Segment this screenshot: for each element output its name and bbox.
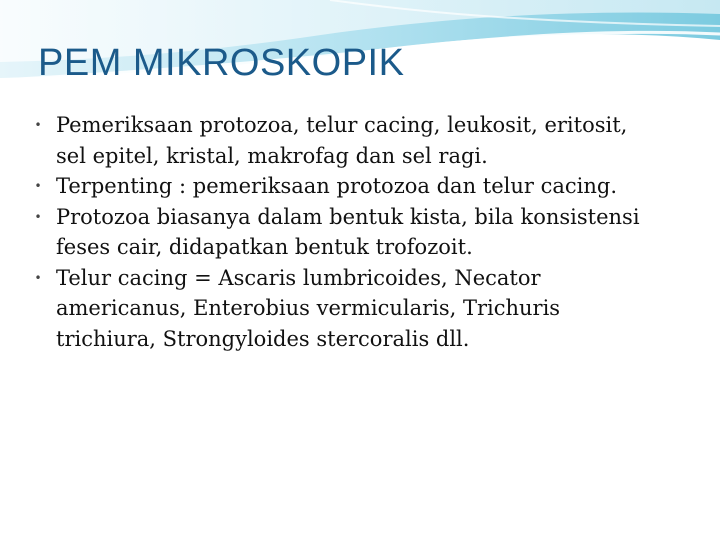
- bullet-dot-icon: •: [34, 209, 42, 224]
- bullet-dot-icon: •: [34, 270, 42, 285]
- bullet-item: [30, 202, 650, 263]
- bullet-dot-icon: •: [34, 118, 42, 132]
- bullet-list: [30, 110, 650, 354]
- bullet-text: Terpenting : pemeriksaan protozoa dan telur cacing.: [56, 174, 617, 198]
- bullet-item: [30, 171, 650, 202]
- bullet-item: [30, 110, 650, 171]
- bullet-item: [30, 263, 650, 355]
- slide-title: PEM MIKROSKOPIK: [38, 42, 405, 84]
- bullet-dot-icon: •: [34, 179, 42, 193]
- bullet-text: Pemeriksaan protozoa, telur cacing, leukosit, eritosit, sel epitel, kristal, makrofag dan sel ragi.: [56, 113, 628, 168]
- bullet-text: Protozoa biasanya dalam bentuk kista, bila konsistensi feses cair, didapatkan bentuk trofozoit.: [56, 204, 640, 259]
- bullet-text: Telur cacing = Ascaris lumbricoides, Necator americanus, Enterobius vermicularis, Trichuris trichiura, Strongyloides stercoralis dll.: [56, 265, 561, 351]
